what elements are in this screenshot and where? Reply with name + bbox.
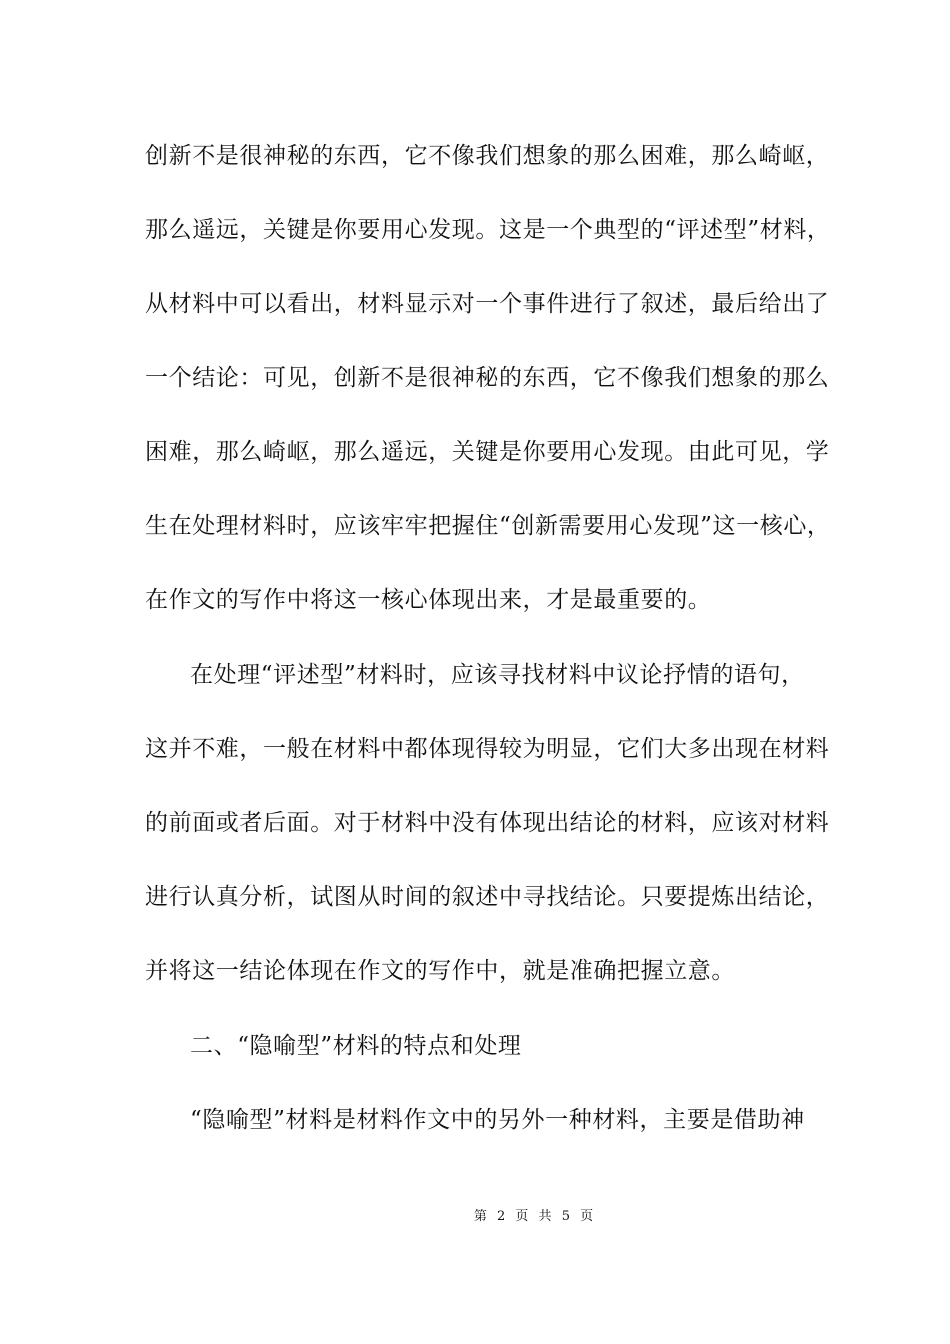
body-line-5: 困难，那么崎岖，那么遥远，关键是你要用心发现。由此可见，学 (145, 439, 830, 465)
body-line-8: 在处理“评述型”材料时，应该寻找材料中议论抒情的语句， (190, 662, 805, 688)
body-line-12: 并将这一结论体现在作文的写作中，就是准确把握立意。 (145, 958, 735, 984)
body-line-4: 一个结论：可见，创新不是很神秘的东西，它不像我们想象的那么 (145, 365, 830, 391)
body-line-1: 创新不是很神秘的东西，它不像我们想象的那么困难，那么崎岖， (145, 143, 830, 169)
body-line-10: 的前面或者后面。对于材料中没有体现出结论的材料，应该对材料 (145, 810, 830, 836)
body-line-11: 进行认真分析，试图从时间的叙述中寻找结论。只要提炼出结论， (145, 884, 830, 910)
body-line-9: 这并不难，一般在材料中都体现得较为明显，它们大多出现在材料 (145, 736, 830, 762)
body-line-3: 从材料中可以看出，材料显示对一个事件进行了叙述，最后给出了 (145, 291, 830, 317)
body-line-6: 生在处理材料时，应该牢牢把握住“创新需要用心发现”这一核心， (145, 513, 831, 539)
body-line-7: 在作文的写作中将这一核心体现出来，才是最重要的。 (145, 587, 712, 613)
body-line-2: 那么遥远，关键是你要用心发现。这是一个典型的“评述型”材料， (145, 217, 831, 243)
page-number-footer: 第 2 页 共 5 页 (473, 1209, 597, 1224)
body-line-14: “隐喻型”材料是材料作文中的另外一种材料，主要是借助神 (190, 1107, 805, 1133)
section-heading: 二、“隐喻型”材料的特点和处理 (190, 1033, 522, 1059)
